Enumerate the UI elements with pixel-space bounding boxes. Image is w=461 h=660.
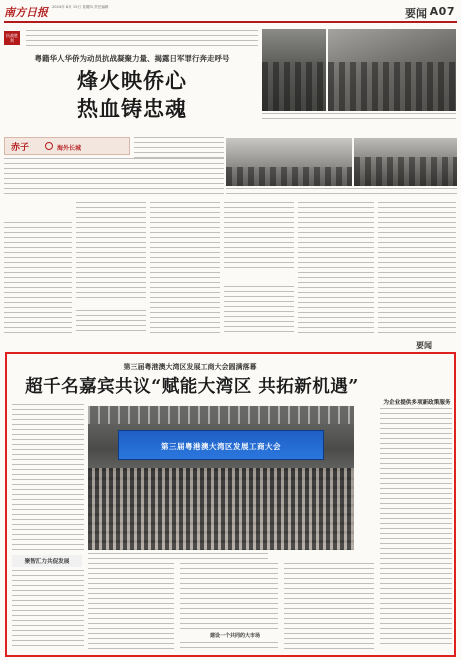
- article-column-4: [224, 202, 294, 270]
- article-column-1: [4, 222, 72, 334]
- feature-column-3b: [180, 642, 278, 650]
- top-story-header: [4, 27, 260, 135]
- feature-column-2: [88, 563, 174, 651]
- feature-column-4: [284, 563, 374, 651]
- conference-photo: [88, 406, 354, 550]
- story-headline: [4, 67, 260, 123]
- article-column-3: [150, 202, 220, 334]
- lead-paragraph: [4, 158, 224, 198]
- section-name: 要闻: [405, 7, 427, 20]
- article-column-2b: [76, 310, 146, 334]
- historical-photo-airplanes: [226, 138, 352, 186]
- feature-subtitle: 第三届粤港澳大湾区发展工商大会圆满落幕: [123, 363, 257, 371]
- sidebar-headline: 为企业提供多项新政策服务: [383, 400, 451, 406]
- feature-section-subhead: 建设一个共同的大市场: [209, 633, 260, 639]
- banner-logo: 赤子: [11, 143, 30, 153]
- article-column-6: [378, 202, 456, 334]
- column-banner: [4, 137, 130, 155]
- conference-caption: [88, 553, 268, 559]
- story-intro: [26, 30, 258, 48]
- globe-icon: [45, 142, 53, 150]
- paper-name: 南方日报: [4, 6, 48, 19]
- article-column-2: [76, 202, 146, 298]
- photo-caption-2: [226, 188, 457, 198]
- article-column-5: [298, 202, 374, 334]
- article-column-4b: [224, 286, 294, 334]
- story-tag: 抗战胜利: [6, 33, 18, 43]
- feature-left-subhead: 聚智汇力共促发展: [12, 555, 82, 567]
- page-number: A07: [429, 5, 455, 18]
- photo-caption: [262, 113, 456, 123]
- conference-screen: [118, 430, 324, 460]
- banner-subtitle: 海外长城: [57, 145, 82, 152]
- audience: [88, 468, 354, 550]
- feature-column-1: [12, 570, 84, 650]
- historical-photo-ceremony: [354, 138, 457, 186]
- feature-headline: 超千名嘉宾共议“赋能大湾区 共拓新机遇”: [25, 377, 359, 397]
- story-subtitle: 粤籍华人华侨为动员抗战凝聚力量、揭露日军罪行奔走呼号: [34, 54, 230, 63]
- sidebar-text: [380, 408, 452, 648]
- screen-text: 第三届粤港澳大湾区发展工商大会: [161, 442, 281, 451]
- masthead-meta: 2024年 8月 15日 星期四 责任编辑: [52, 5, 109, 9]
- historical-photo-portrait: [262, 29, 326, 111]
- historical-photo-group: [328, 29, 456, 111]
- story-headline-line2: 热血铸忠魂: [77, 96, 187, 121]
- feature-column-3: [180, 563, 278, 629]
- feature-lead-column: [12, 404, 84, 552]
- story-headline-line1: 烽火映侨心: [77, 68, 187, 93]
- feature-page-label: 要闻: [416, 341, 432, 350]
- masthead: [4, 3, 457, 23]
